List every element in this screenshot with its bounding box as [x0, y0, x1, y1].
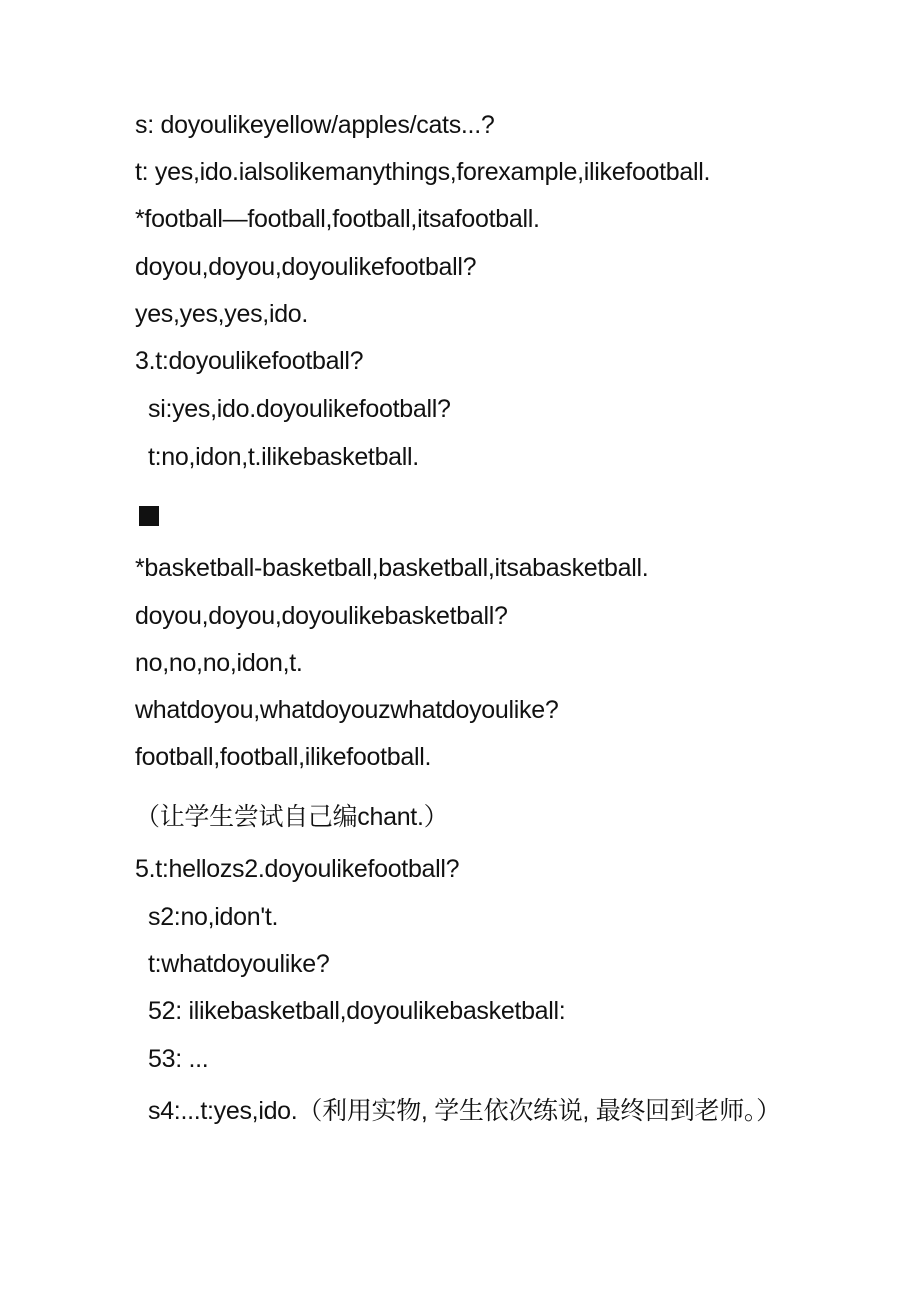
text-line-3: *football—football,football,itsafootball.	[135, 205, 540, 233]
text-line-8: t:no,idon,t.ilikebasketball.	[148, 443, 419, 471]
text-line-10: doyou,doyou,doyoulikebasketball?	[135, 602, 508, 630]
text-line-5: yes,yes,yes,ido.	[135, 300, 309, 328]
text-line-19: 53: ...	[148, 1045, 209, 1073]
text-line-4: doyou,doyou,doyoulikefootball?	[135, 253, 477, 281]
text-line-7: si:yes,ido.doyoulikefootball?	[148, 395, 451, 423]
text-line-12: whatdoyou,whatdoyouzwhatdoyoulike?	[135, 696, 559, 724]
text-line-15: 5.t:hellozs2.doyoulikefootball?	[135, 855, 460, 883]
text-line-16: s2:no,idon't.	[148, 903, 279, 931]
text-line-13: football,football,ilikefootball.	[135, 743, 432, 771]
text-line-14: （让学生尝试自己编chant.）	[135, 803, 449, 831]
text-line-20: s4:...t:yes,ido.（利用实物, 学生依次练说, 最终回到老师。）	[148, 1097, 781, 1125]
text-line-6: 3.t:doyoulikefootball?	[135, 347, 364, 375]
text-line-1: s: doyoulikeyellow/apples/cats...?	[135, 111, 495, 139]
text-line-17: t:whatdoyoulike?	[148, 950, 330, 978]
text-line-11: no,no,no,idon,t.	[135, 649, 303, 677]
black-square-icon	[139, 506, 159, 526]
text-line-18: 52: ilikebasketball,doyoulikebasketball:	[148, 997, 566, 1025]
text-line-9: *basketball-basketball,basketball,itsabasketball.	[135, 554, 649, 582]
text-line-2: t: yes,ido.ialsolikemanythings,forexample,ilikefootball.	[135, 158, 711, 186]
